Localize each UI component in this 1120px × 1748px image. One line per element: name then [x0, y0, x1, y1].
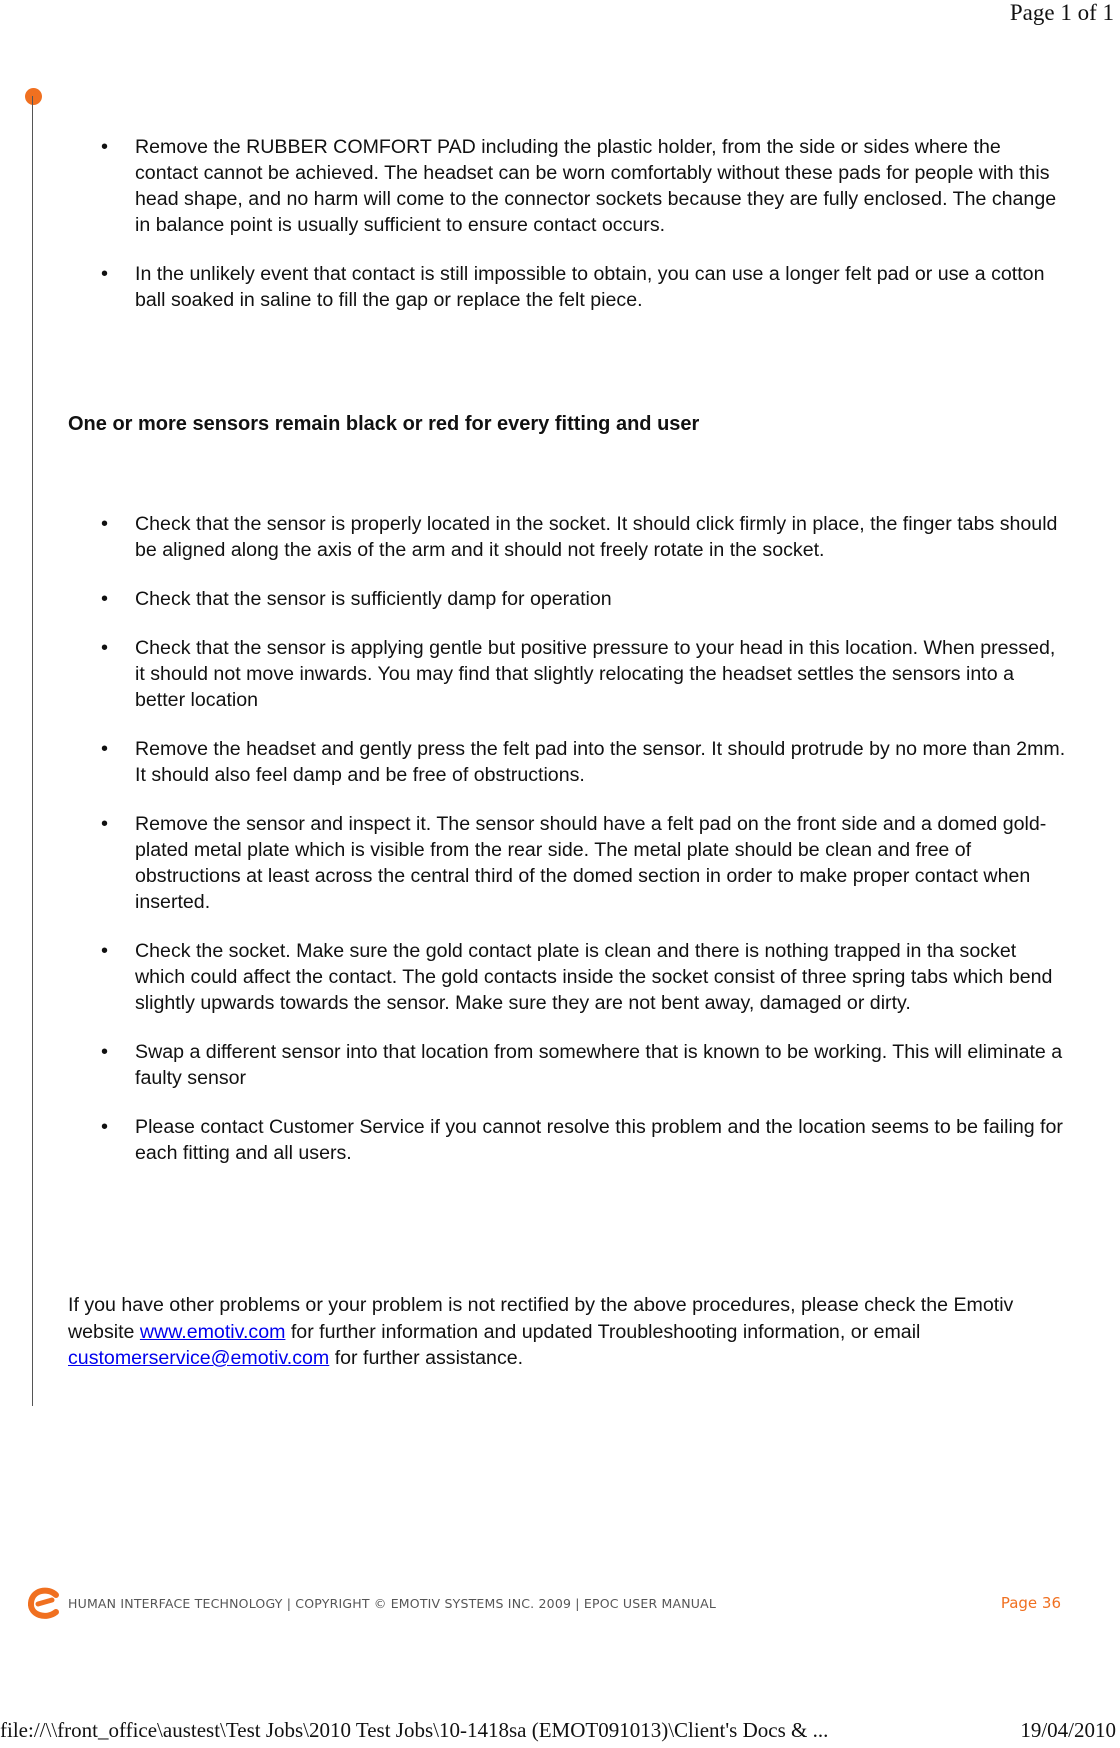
closing-text: for further assistance. [329, 1347, 524, 1369]
list-item [68, 1114, 1068, 1166]
list-item [68, 635, 1068, 713]
margin-bullet-dot [25, 88, 42, 105]
bullet-icon: • [101, 263, 109, 285]
manual-footer [26, 1584, 1066, 1622]
sensor-bullet-list [68, 511, 1068, 1189]
closing-text: for further information and updated Troubleshooting information, or email [285, 1320, 921, 1343]
page-indicator: Page 1 of 1 [1009, 0, 1114, 25]
list-item-text: Check that the sensor is applying gentle but positive pressure to your head in this location. When pressed, it should not move inwards. You may find that slightly relocating the headset settles the sensors into a better location [135, 637, 1056, 711]
list-item-text: Check the socket. Make sure the gold contact plate is clean and there is nothing trapped in tha socket which could affect the contact. The gold contacts inside the socket consist of three spring tabs which bend slightly upwards towards the sensor. Make sure they are not bent away, damaged or dirty. [135, 940, 1053, 1014]
emotiv-website-link[interactable]: www.emotiv.com [139, 1320, 286, 1343]
bullet-icon: • [101, 940, 109, 962]
bullet-icon: • [101, 1041, 109, 1063]
list-item-text: Check that the sensor is sufficiently damp for operation [135, 588, 612, 610]
list-item [68, 261, 1068, 313]
list-item [68, 736, 1068, 788]
list-item [68, 938, 1068, 1016]
list-item-text: Please contact Customer Service if you cannot resolve this problem and the location seems to be failing for each fitting and all users. [135, 1116, 1063, 1164]
list-item-text: Swap a different sensor into that location from somewhere that is known to be working. This will eliminate a faulty sensor [135, 1041, 1063, 1089]
bullet-icon: • [101, 136, 109, 158]
list-item-text: In the unlikely event that contact is still impossible to obtain, you can use a longer felt pad or use a cotton ball soaked in saline to fill the gap or replace the felt piece. [135, 263, 1045, 311]
footer-page-number: Page 36 [1000, 1594, 1061, 1612]
bullet-icon: • [101, 637, 109, 659]
print-file-path: file://\\front_office\austest\Test Jobs\2010 Test Jobs\10-1418sa (EMOT091013)\Client's Docs & ... [0, 1718, 829, 1742]
bullet-icon: • [101, 513, 109, 535]
bullet-icon: • [101, 1116, 109, 1138]
bullet-icon: • [101, 813, 109, 835]
margin-rule [32, 96, 33, 1406]
list-item [68, 586, 1068, 612]
bullet-icon: • [101, 588, 109, 610]
footer-brand-line: HUMAN INTERFACE TECHNOLOGY | COPYRIGHT © EMOTIV SYSTEMS INC. 2009 | EPOC USER MANUAL [68, 1596, 717, 1611]
customer-service-email-link[interactable]: customerservice@emotiv.com [68, 1347, 330, 1369]
top-bullet-list [68, 134, 1068, 336]
print-date: 19/04/2010 [1020, 1718, 1116, 1742]
list-item [68, 811, 1068, 915]
list-item-text: Check that the sensor is properly located in the socket. It should click firmly in place, the finger tabs should be aligned along the axis of the arm and it should not freely rotate in the socket. [135, 513, 1058, 561]
closing-paragraph [68, 1292, 1068, 1372]
emotiv-logo-icon [26, 1586, 66, 1622]
section-heading: One or more sensors remain black or red for every fitting and user [68, 413, 700, 435]
closing-text: If you have other problems or your problem is not rectified by the above procedures, please check the Emotiv website [68, 1294, 1014, 1343]
list-item [68, 1039, 1068, 1091]
list-item-text: Remove the sensor and inspect it. The sensor should have a felt pad on the front side and a domed gold-plated metal plate which is visible from the rear side. The metal plate should be clean and free of obstructions at least across the central third of the domed section in order to make proper contact when inserted. [135, 813, 1047, 913]
list-item-text: Remove the RUBBER COMFORT PAD including the plastic holder, from the side or sides where the contact cannot be achieved. The headset can be worn comfortably without these pads for people with this head shape, and no harm will come to the connector sockets because they are fully enclosed. The change in balance point is usually sufficient to ensure contact occurs. [135, 136, 1057, 236]
list-item [68, 511, 1068, 563]
list-item-text: Remove the headset and gently press the felt pad into the sensor. It should protrude by no more than 2mm. It should also feel damp and be free of obstructions. [135, 738, 1066, 786]
bullet-icon: • [101, 738, 109, 760]
list-item [68, 134, 1068, 238]
